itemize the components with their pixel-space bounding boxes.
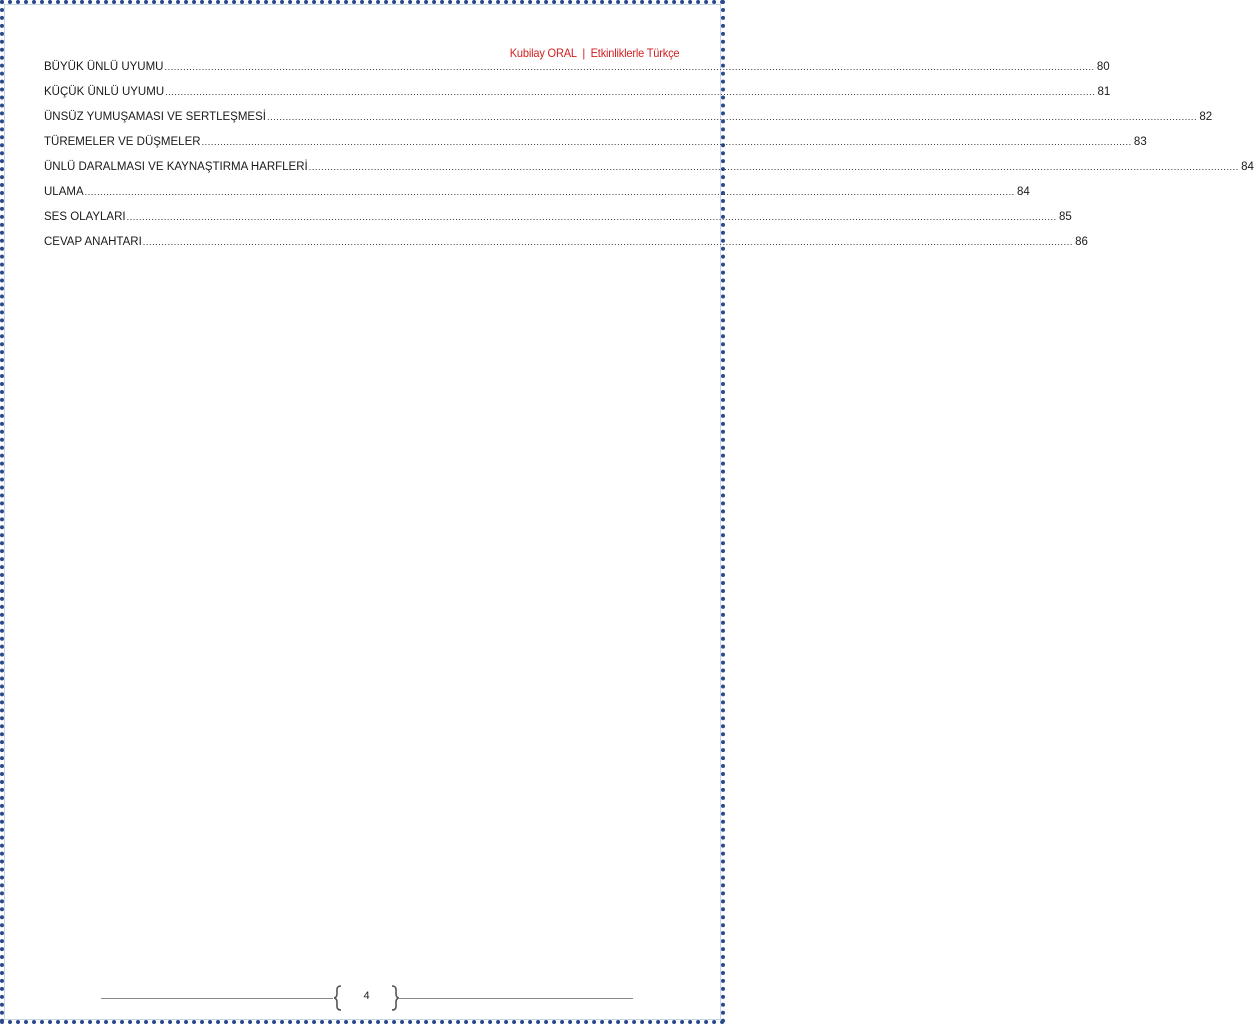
toc-leader-dots: ............................................................................................................................................................................................................................................................................................................: [308, 162, 1239, 172]
toc-entry-title: ÜNSÜZ YUMUŞAMASI VE SERTLEŞMESİ: [44, 111, 266, 123]
header-author: Kubilay ORAL: [509, 46, 577, 60]
table-of-contents: [44, 61, 1254, 261]
toc-entry-title: ÜNLÜ DARALMASI VE KAYNAŞTIRMA HARFLERİ: [44, 161, 308, 173]
toc-leader-dots: ............................................................................................................................................................................................................................................................................................................: [201, 137, 1132, 147]
toc-entry-title: ULAMA: [44, 186, 84, 198]
toc-entry[interactable]: [44, 86, 1111, 111]
toc-entry-title: TÜREMELER VE DÜŞMELER: [44, 136, 201, 148]
toc-entry[interactable]: [44, 111, 1213, 136]
header-book-title: Etkinliklerle Türkçe: [590, 46, 679, 60]
toc-entry-page: 84: [1241, 161, 1254, 173]
footer-rule-left: [101, 998, 333, 999]
toc-entry-title: SES OLAYLARI: [44, 211, 126, 223]
toc-entry-page: 84: [1016, 186, 1030, 198]
toc-entry-page: 80: [1096, 61, 1110, 73]
toc-leader-dots: ............................................................................................................................................................................................................................................................................................................: [266, 112, 1198, 122]
header-separator: |: [582, 46, 585, 60]
toc-entry-page: 82: [1199, 111, 1213, 123]
toc-entry[interactable]: [44, 136, 1147, 161]
toc-leader-dots: ............................................................................................................................................................................................................................................................................................................: [142, 237, 1073, 247]
toc-entry-page: 86: [1075, 236, 1088, 248]
page-number: 4: [363, 990, 370, 1002]
toc-entry[interactable]: [44, 236, 1088, 261]
toc-leader-dots: ............................................................................................................................................................................................................................................................................................................: [165, 87, 1096, 97]
toc-entry-page: 81: [1097, 86, 1111, 98]
toc-entry[interactable]: [44, 61, 1110, 86]
running-header: [509, 46, 679, 60]
toc-entry-page: 85: [1058, 211, 1072, 223]
toc-entry[interactable]: [44, 211, 1072, 236]
footer-rule-right: [398, 998, 633, 999]
toc-entry-title: CEVAP ANAHTARI: [44, 236, 142, 248]
toc-entry-page: 83: [1133, 136, 1147, 148]
toc-entry-title: BÜYÜK ÜNLÜ UYUMU: [44, 61, 164, 73]
toc-entry[interactable]: [44, 186, 1030, 211]
left-brace-icon: [333, 985, 343, 1011]
toc-leader-dots: ............................................................................................................................................................................................................................................................................................................: [84, 187, 1015, 197]
toc-leader-dots: ............................................................................................................................................................................................................................................................................................................: [164, 62, 1095, 72]
toc-entry-title: KÜÇÜK ÜNLÜ UYUMU: [44, 86, 165, 98]
toc-entry[interactable]: [44, 161, 1254, 186]
toc-leader-dots: ............................................................................................................................................................................................................................................................................................................: [126, 212, 1057, 222]
